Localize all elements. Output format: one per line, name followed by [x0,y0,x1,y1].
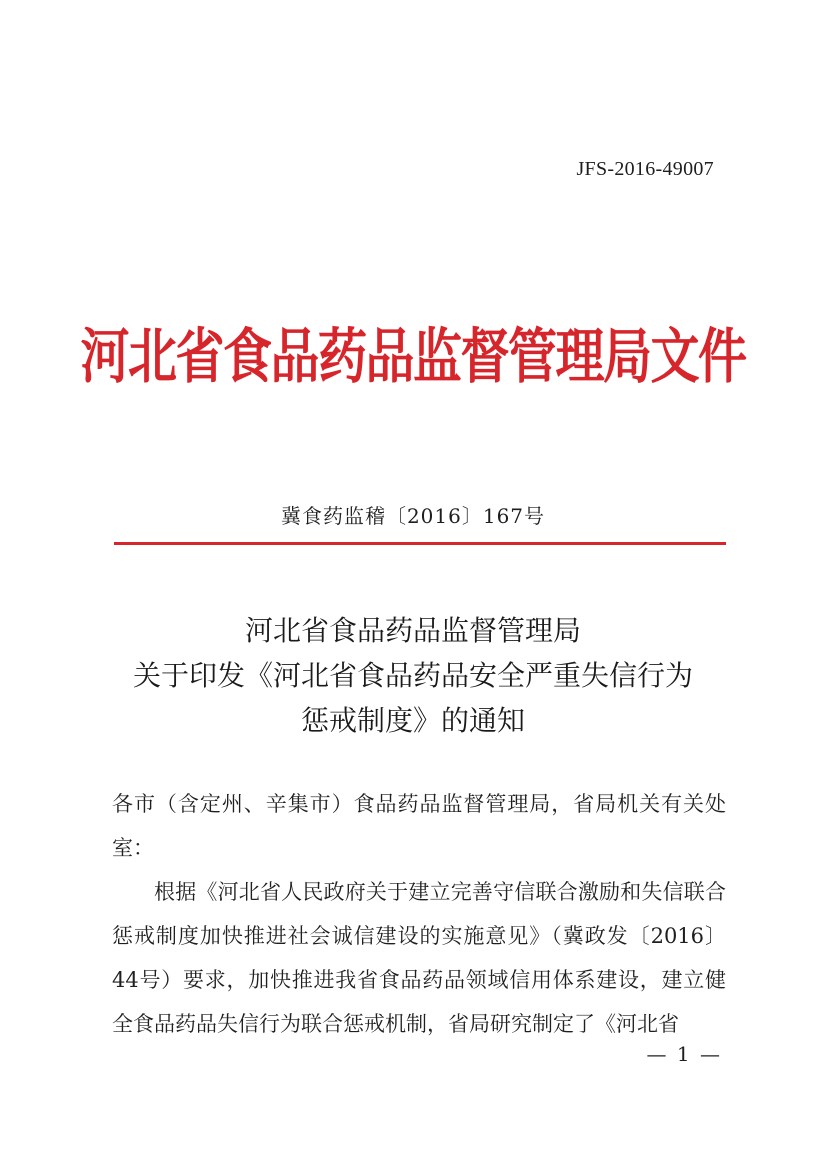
issuer-heading: 河北省食品药品监督管理局文件 [80,322,746,392]
red-divider-line [114,542,726,545]
document-code: JFS-2016-49007 [576,158,714,180]
body-paragraph: 根据《河北省人民政府关于建立完善守信联合激励和失信联合惩戒制度加快推进社会诚信建设的实施意见》（冀政发〔2016〕44号）要求，加快推进我省食品药品领域信用体系建设，建立健全食品药品失信行为联合惩戒机制，省局研究制定了《河北省 [112,880,726,1036]
salutation: 各市（含定州、辛集市）食品药品监督管理局，省局机关有关处室： [112,792,726,860]
title-line-2: 关于印发《河北省食品药品安全严重失信行为 [132,659,693,692]
title-line-3: 惩戒制度》的通知 [300,704,525,737]
page-number: — 1 — [646,1042,722,1066]
document-number: 冀食药监稽〔2016〕167号 [280,504,546,528]
title-line-1: 河北省食品药品监督管理局 [244,614,581,647]
notice-title [0,608,826,743]
document-body [112,782,726,1046]
